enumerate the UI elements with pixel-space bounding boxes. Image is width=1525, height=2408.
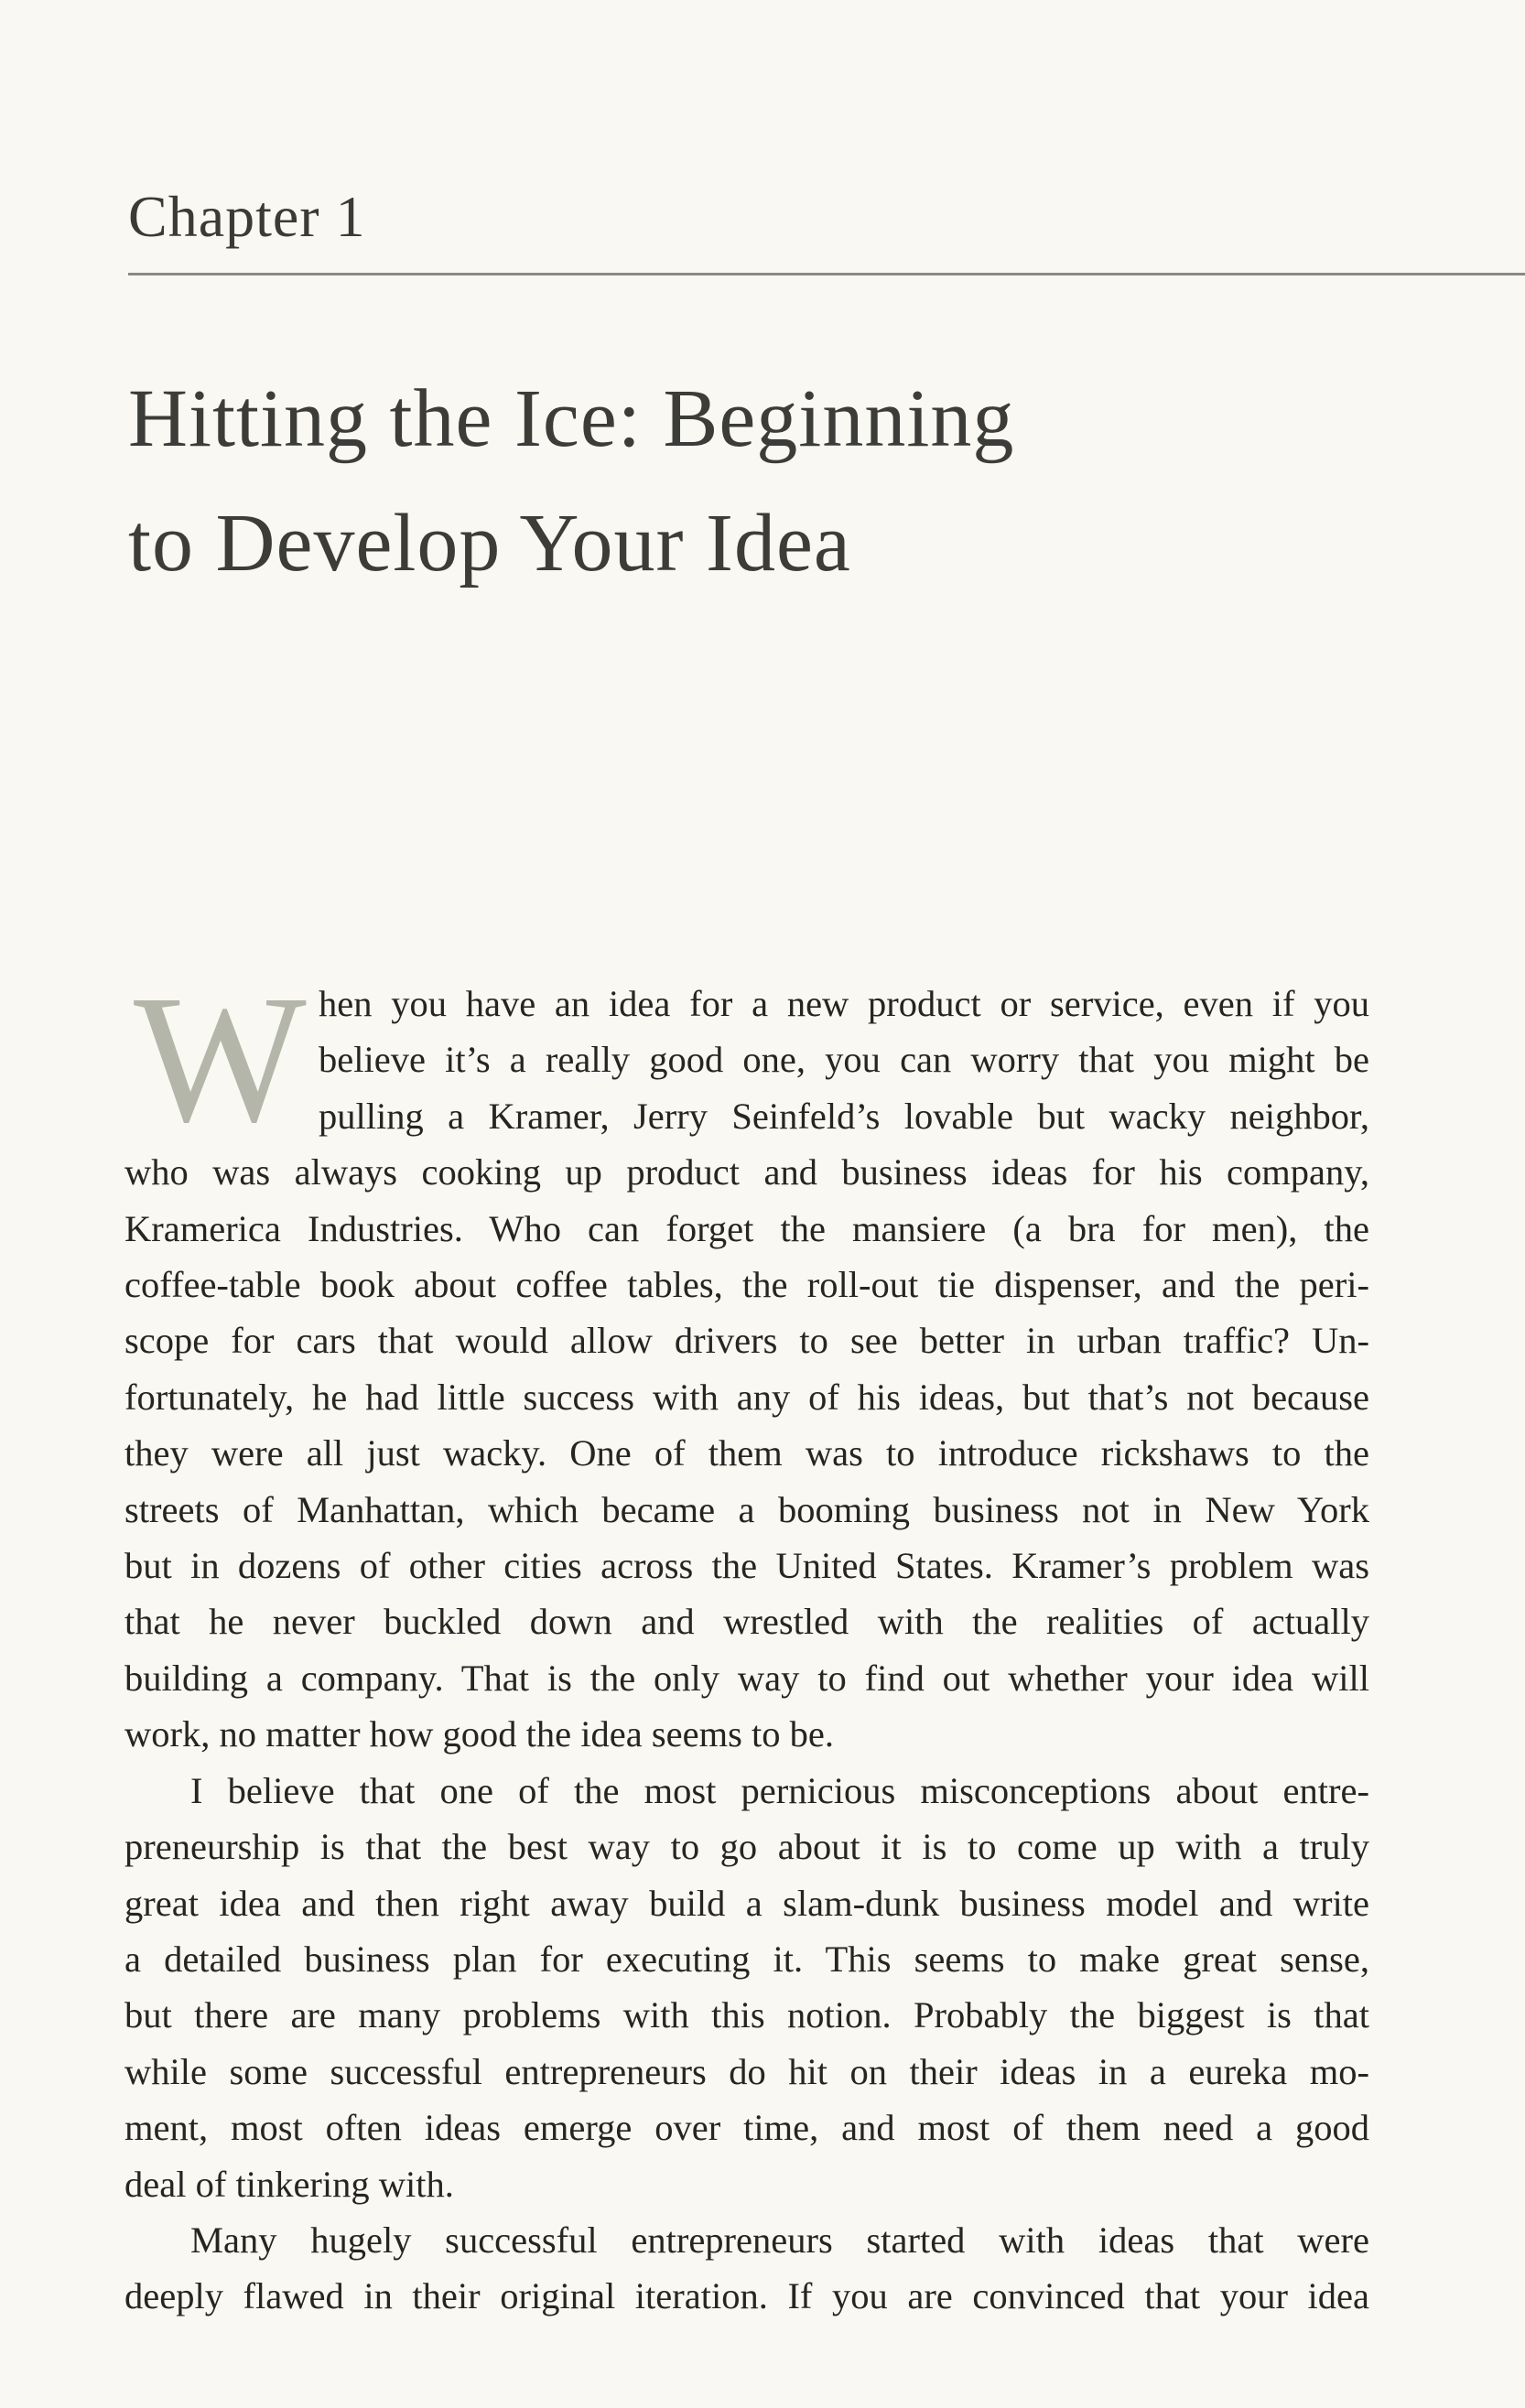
text-line: ment, most often ideas emerge over time, and most of them need a good xyxy=(124,2107,1369,2149)
text-line: I believe that one of the most pernicious misconceptions about entre- xyxy=(190,1769,1369,1811)
text-line: pulling a Kramer, Jerry Seinfeld’s lovable but wacky neighbor, xyxy=(319,1095,1369,1137)
chapter-title-line: Hitting the Ice: Beginning xyxy=(128,373,1015,464)
text-line: that he never buckled down and wrestled with the realities of actually xyxy=(124,1601,1369,1643)
text-line: they were all just wacky. One of them was to introduce rickshaws to the xyxy=(124,1432,1369,1474)
text-line: but in dozens of other cities across the United States. Kramer’s problem was xyxy=(124,1545,1369,1587)
chapter-label: Chapter 1 xyxy=(128,184,366,249)
body-text xyxy=(124,976,1369,2325)
text-line: hen you have an idea for a new product or service, even if you xyxy=(319,983,1369,1024)
chapter-title xyxy=(128,357,1318,606)
text-line: coffee-table book about coffee tables, the roll-out tie dispenser, and the peri- xyxy=(124,1264,1369,1306)
text-line: who was always cooking up product and business ideas for his company, xyxy=(124,1151,1369,1193)
text-line: a detailed business plan for executing it. This seems to make great sense, xyxy=(124,1938,1369,1980)
text-line: work, no matter how good the idea seems to be. xyxy=(124,1713,834,1755)
chapter-title-line: to Develop Your Idea xyxy=(128,498,851,589)
text-line: building a company. That is the only way to find out whether your idea will xyxy=(124,1657,1369,1699)
text-line: scope for cars that would allow drivers to see better in urban traffic? Un- xyxy=(124,1320,1369,1362)
text-line: believe it’s a really good one, you can worry that you might be xyxy=(319,1039,1369,1081)
text-line: preneurship is that the best way to go about it is to come up with a truly xyxy=(124,1826,1369,1868)
text-line: Kramerica Industries. Who can forget the mansiere (a bra for men), the xyxy=(124,1207,1369,1249)
text-line: fortunately, he had little success with any of his ideas, but that’s not because xyxy=(124,1376,1369,1418)
text-line: but there are many problems with this notion. Probably the biggest is that xyxy=(124,1994,1369,2036)
text-line: deeply flawed in their original iteration. If you are convinced that your idea xyxy=(124,2275,1369,2317)
text-line: while some successful entrepreneurs do hit on their ideas in a eureka mo- xyxy=(124,2050,1369,2092)
drop-cap: W xyxy=(134,958,307,1161)
text-line: deal of tinkering with. xyxy=(124,2163,454,2205)
text-line: Many hugely successful entrepreneurs started with ideas that were xyxy=(190,2219,1369,2261)
text-line: great idea and then right away build a slam-dunk business model and write xyxy=(124,1882,1369,1924)
chapter-divider xyxy=(128,273,1525,275)
text-line: streets of Manhattan, which became a booming business not in New York xyxy=(124,1488,1369,1530)
